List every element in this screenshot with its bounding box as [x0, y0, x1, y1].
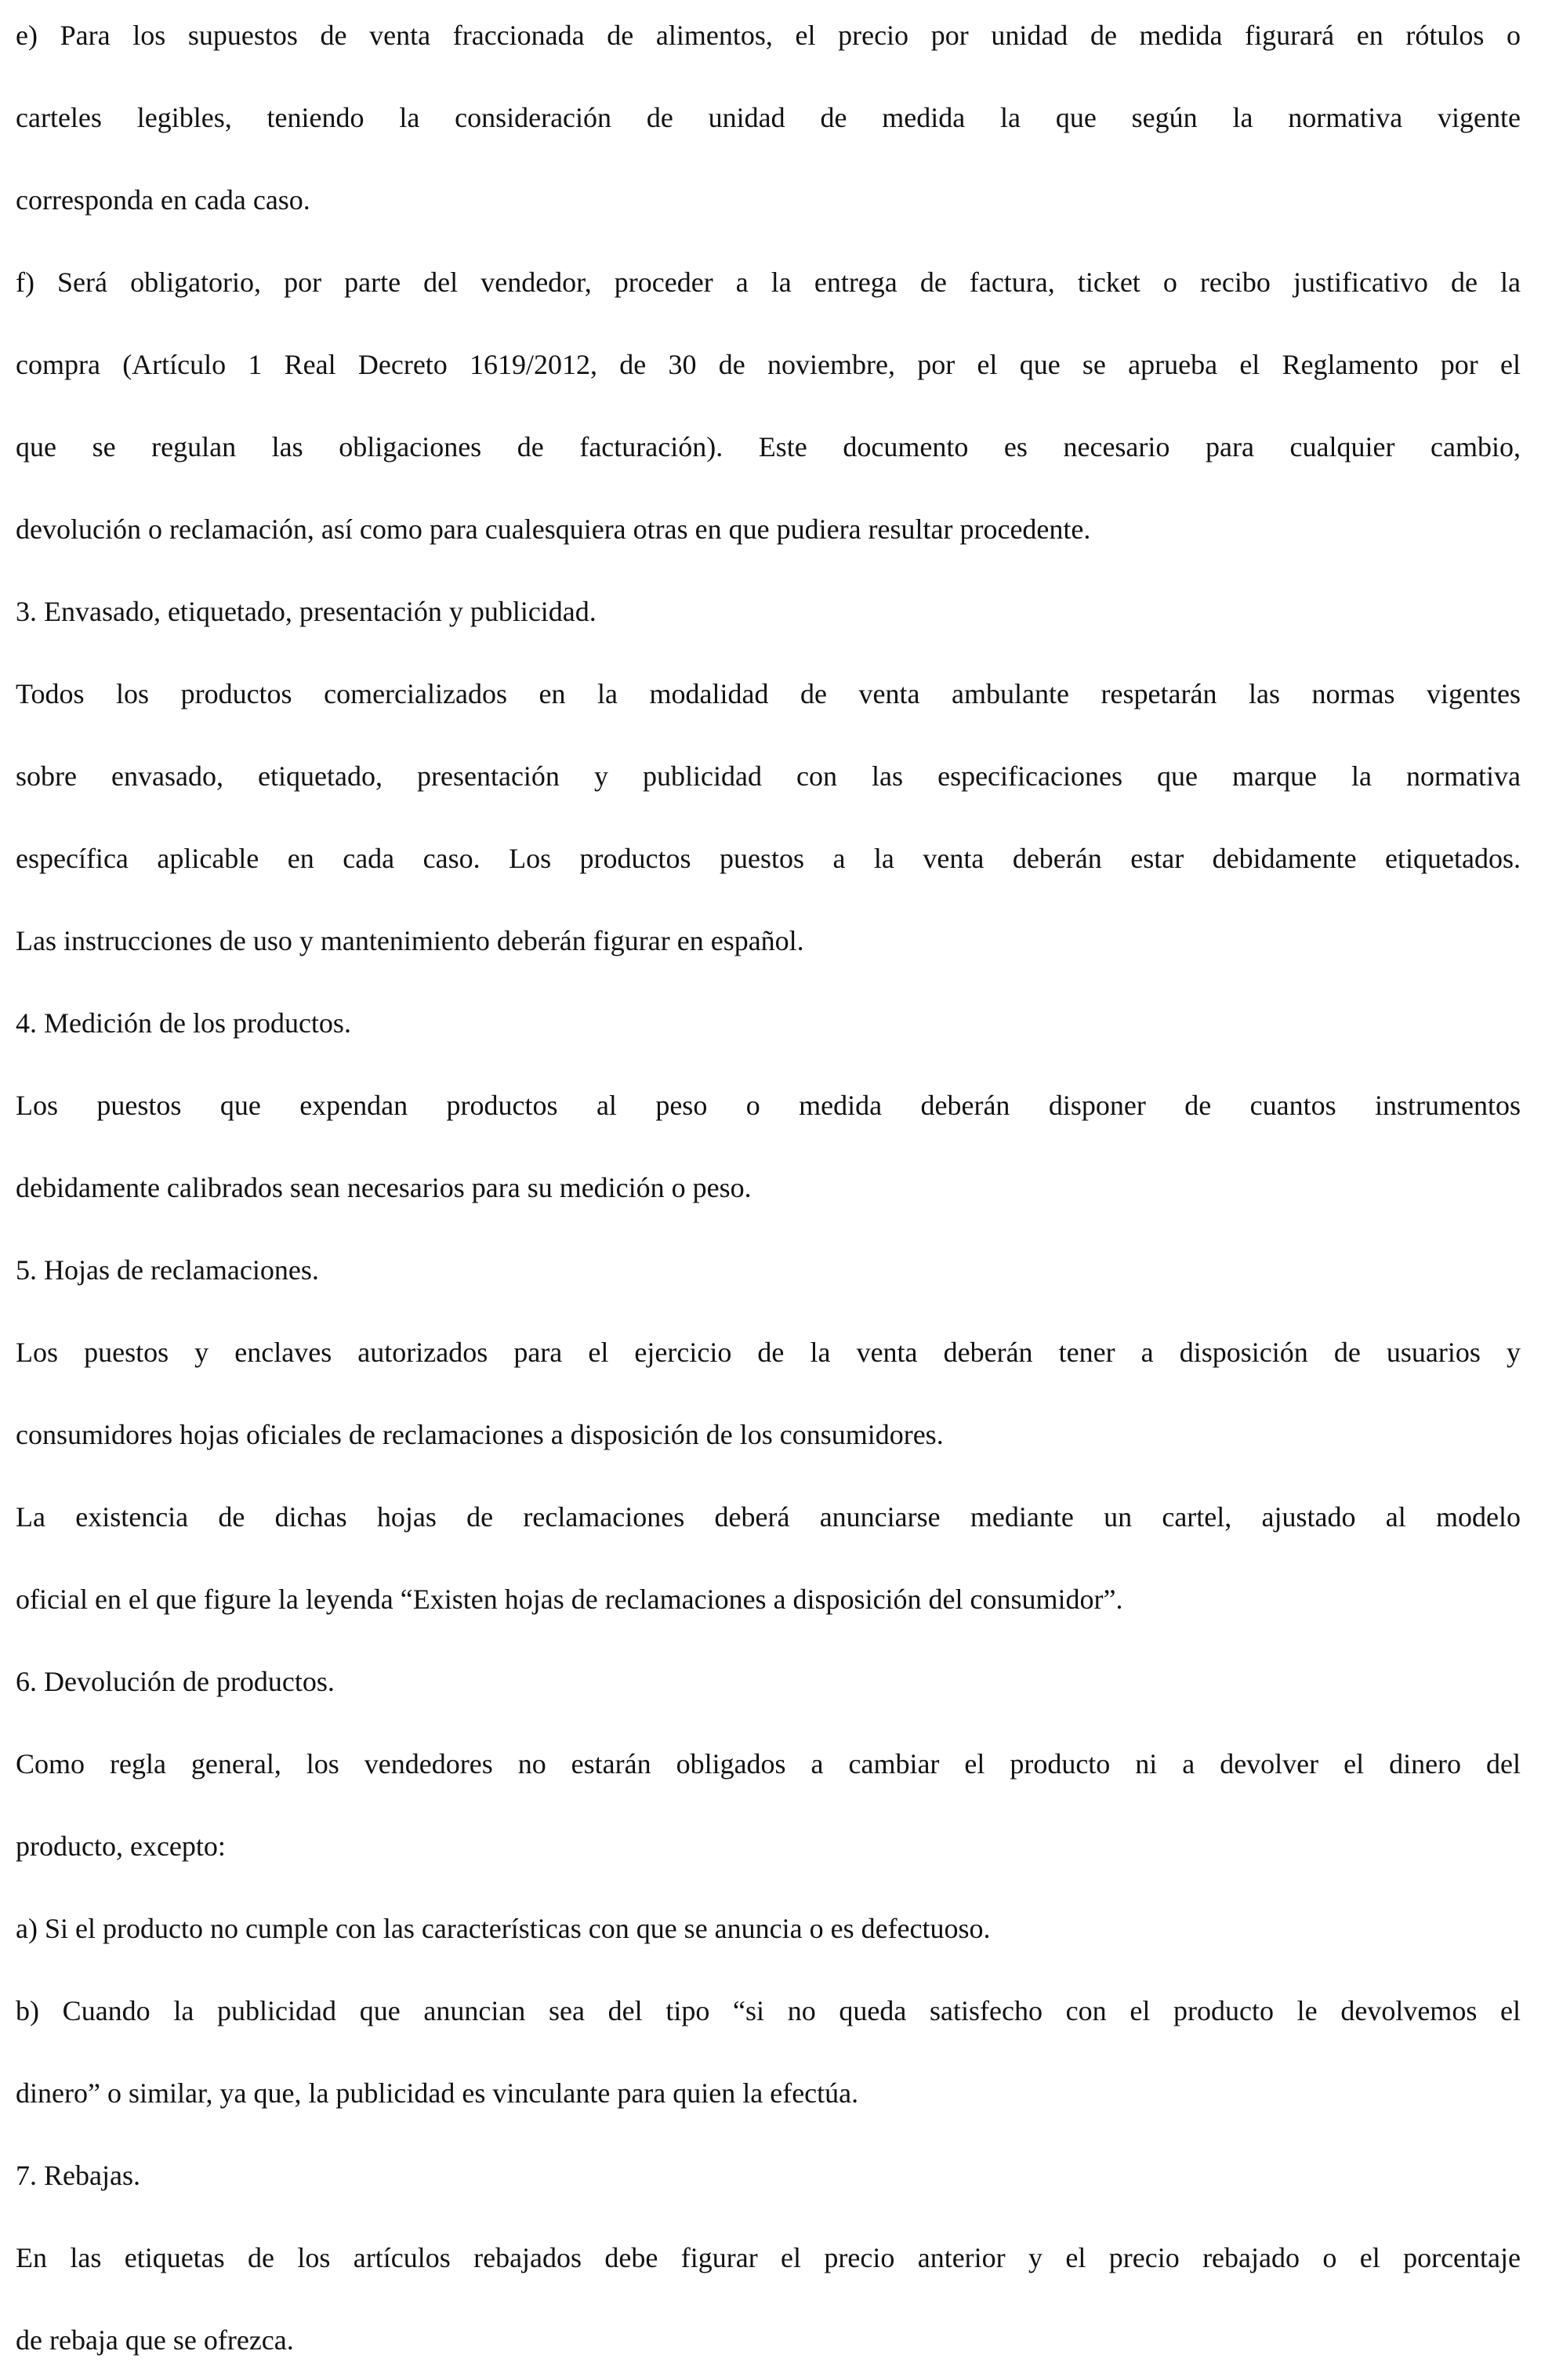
text-line: f) Será obligatorio, por parte del vendedor, proceder a la entrega de factura, ticket o recibo justificativo de la [16, 267, 1521, 298]
text-line: consumidores hojas oficiales de reclamaciones a disposición de los consumidores. [16, 1419, 944, 1450]
section-heading: 4. Medición de los productos. [16, 1007, 351, 1039]
section-heading: 5. Hojas de reclamaciones. [16, 1254, 319, 1286]
text-line: de rebaja que se ofrezca. [16, 2324, 294, 2356]
text-line: devolución o reclamación, así como para cualesquiera otras en que pudiera resultar procedente. [16, 513, 1091, 545]
text-line: corresponda en cada caso. [16, 184, 310, 216]
text-line: sobre envasado, etiquetado, presentación y publicidad con las especificaciones que marque la normativa [16, 760, 1521, 792]
text-line: debidamente calibrados sean necesarios para su medición o peso. [16, 1172, 752, 1203]
text-line: compra (Artículo 1 Real Decreto 1619/2012, de 30 de noviembre, por el que se aprueba el Reglamento por el [16, 349, 1521, 380]
section-heading: 7. Rebajas. [16, 2160, 140, 2191]
text-line: específica aplicable en cada caso. Los productos puestos a la venta deberán estar debidamente etiquetados. [16, 843, 1521, 874]
text-line: Los puestos que expendan productos al peso o medida deberán disponer de cuantos instrumentos [16, 1090, 1521, 1121]
text-line: b) Cuando la publicidad que anuncian sea del tipo “si no queda satisfecho con el producto le devolvemos el [16, 1995, 1521, 2026]
text-line: dinero” o similar, ya que, la publicidad es vinculante para quien la efectúa. [16, 2077, 859, 2109]
text-line: producto, excepto: [16, 1830, 226, 1862]
text-line: Todos los productos comercializados en la modalidad de venta ambulante respetarán las normas vigentes [16, 678, 1521, 709]
text-line: que se regulan las obligaciones de facturación). Este documento es necesario para cualquier cambio, [16, 431, 1521, 463]
section-heading: 3. Envasado, etiquetado, presentación y publicidad. [16, 596, 597, 627]
text-line: oficial en el que figure la leyenda “Existen hojas de reclamaciones a disposición del consumidor”. [16, 1584, 1123, 1615]
text-line: Como regla general, los vendedores no estarán obligados a cambiar el producto ni a devolver el dinero del [16, 1748, 1521, 1780]
text-line: En las etiquetas de los artículos rebajados debe figurar el precio anterior y el precio rebajado o el porcentaje [16, 2242, 1521, 2273]
text-line: La existencia de dichas hojas de reclamaciones deberá anunciarse mediante un cartel, ajustado al modelo [16, 1501, 1521, 1533]
text-line: e) Para los supuestos de venta fraccionada de alimentos, el precio por unidad de medida figurará en rótulos o [16, 20, 1521, 51]
text-line: Los puestos y enclaves autorizados para el ejercicio de la venta deberán tener a disposición de usuarios y [16, 1337, 1521, 1368]
text-line: a) Si el producto no cumple con las características con que se anuncia o es defectuoso. [16, 1913, 991, 1944]
text-line: Las instrucciones de uso y mantenimiento deberán figurar en español. [16, 925, 804, 956]
section-heading: 6. Devolución de productos. [16, 1666, 335, 1697]
text-line: carteles legibles, teniendo la consideración de unidad de medida la que según la normativa vigente [16, 102, 1521, 133]
